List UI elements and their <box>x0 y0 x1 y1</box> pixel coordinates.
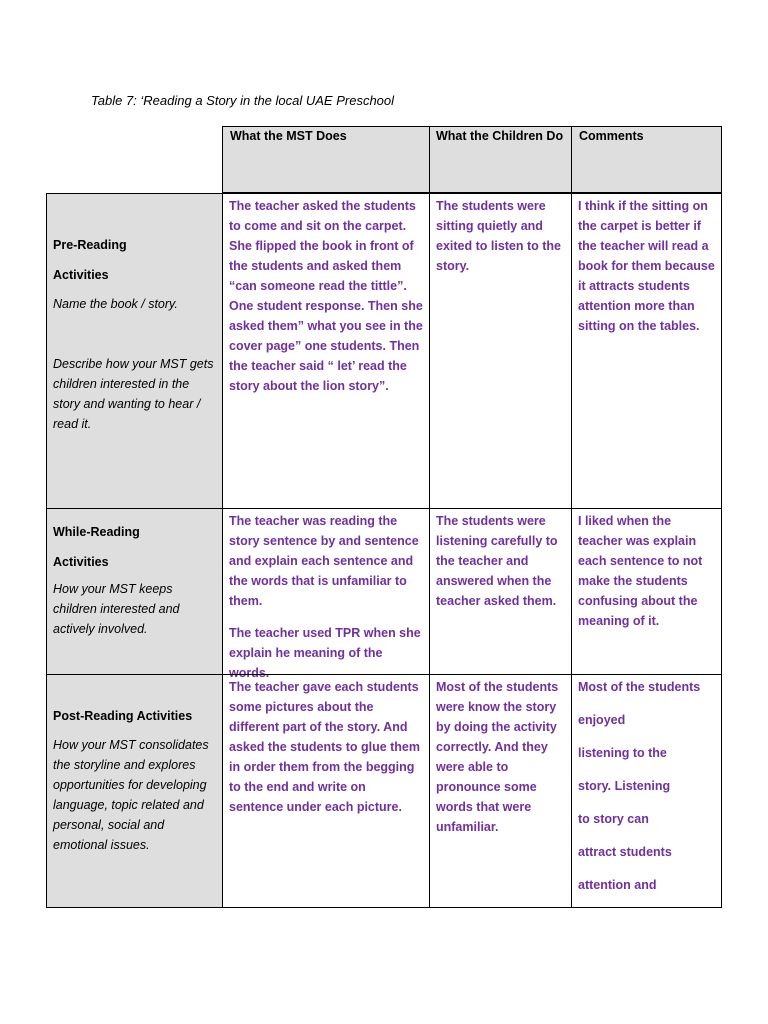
pre-reading-children-cell <box>429 193 572 509</box>
pre-reading-label: Pre-Reading <box>53 238 127 252</box>
post-reading-comments-line: attract students <box>578 845 672 859</box>
header-mst-does: What the MST Does <box>230 129 347 143</box>
post-reading-mst-cell <box>222 674 430 908</box>
while-reading-desc: How your MST keeps children interested and actively involved. <box>53 582 180 636</box>
post-reading-comments-line: listening to the <box>578 746 667 760</box>
pre-reading-mst-text: The teacher asked the students to come and sit on the carpet. She flipped the book in front of the students and asked them “can someone read the tittle”. One student response. Then she asked them” what you see in the cover page” one students. Then the teacher said “ let’ read the story about the lion story”. <box>229 199 423 393</box>
post-reading-comments-line: to story can <box>578 812 649 826</box>
pre-reading-comments-text: I think if the sitting on the carpet is better if the teacher will read a book for them because it attracts students attention more than sitting on the tables. <box>578 199 715 333</box>
pre-reading-label-cell <box>46 193 223 509</box>
while-reading-activities-label: Activities <box>53 555 109 569</box>
while-reading-children-text: The students were listening carefully to the teacher and answered when the teacher asked them. <box>436 514 558 608</box>
post-reading-children-text: Most of the students were know the story by doing the activity correctly. And they were able to pronounce some words that were unfamiliar. <box>436 680 559 834</box>
header-children-do: What the Children Do <box>436 129 564 143</box>
pre-reading-activities-label: Activities <box>53 268 109 282</box>
post-reading-children-cell <box>429 674 572 908</box>
while-reading-mst-text-2: The teacher used TPR when she explain he meaning of the words. <box>229 626 421 680</box>
header-comments: Comments <box>579 129 644 143</box>
post-reading-comments-line: enjoyed <box>578 713 626 727</box>
while-reading-comments-cell <box>571 508 722 675</box>
post-reading-label-cell <box>46 674 223 908</box>
pre-reading-desc-2: Describe how your MST gets children interested in the story and wanting to hear / read it. <box>53 357 214 431</box>
header-row <box>222 126 722 193</box>
header-divider-2 <box>571 126 572 193</box>
while-reading-mst-cell <box>222 508 430 680</box>
post-reading-comments-line: attention and <box>578 878 657 892</box>
while-reading-comments-text: I liked when the teacher was explain each sentence to not make the students confusing about the meaning of it. <box>578 514 703 628</box>
post-reading-comments-line: Most of the students <box>578 680 701 694</box>
post-reading-desc: How your MST consolidates the storyline and explores opportunities for developing language, topic related and personal, social and emotional issues. <box>53 738 209 852</box>
header-divider-1 <box>429 126 430 193</box>
post-reading-comments-line: story. Listening <box>578 779 671 793</box>
table-caption: Table 7: ‘Reading a Story in the local UAE Preschool <box>91 93 395 108</box>
while-reading-label: While-Reading <box>53 525 140 539</box>
pre-reading-children-text: The students were sitting quietly and exited to listen to the story. <box>436 199 562 273</box>
while-reading-mst-text-1: The teacher was reading the story sentence by and sentence and explain each sentence and the words that is unfamiliar to them. <box>229 514 419 608</box>
post-reading-comments-cell <box>571 674 722 908</box>
pre-reading-mst-cell <box>222 193 430 509</box>
post-reading-mst-text: The teacher gave each students some pictures about the different part of the story. And asked the students to glue them in order them from the begging to the end and write on sentence under each picture. <box>229 680 421 814</box>
while-reading-label-cell <box>46 508 223 675</box>
pre-reading-desc-1: Name the book / story. <box>53 297 178 311</box>
pre-reading-comments-cell <box>571 193 722 509</box>
post-reading-label: Post-Reading Activities <box>53 709 193 723</box>
while-reading-children-cell <box>429 508 572 675</box>
